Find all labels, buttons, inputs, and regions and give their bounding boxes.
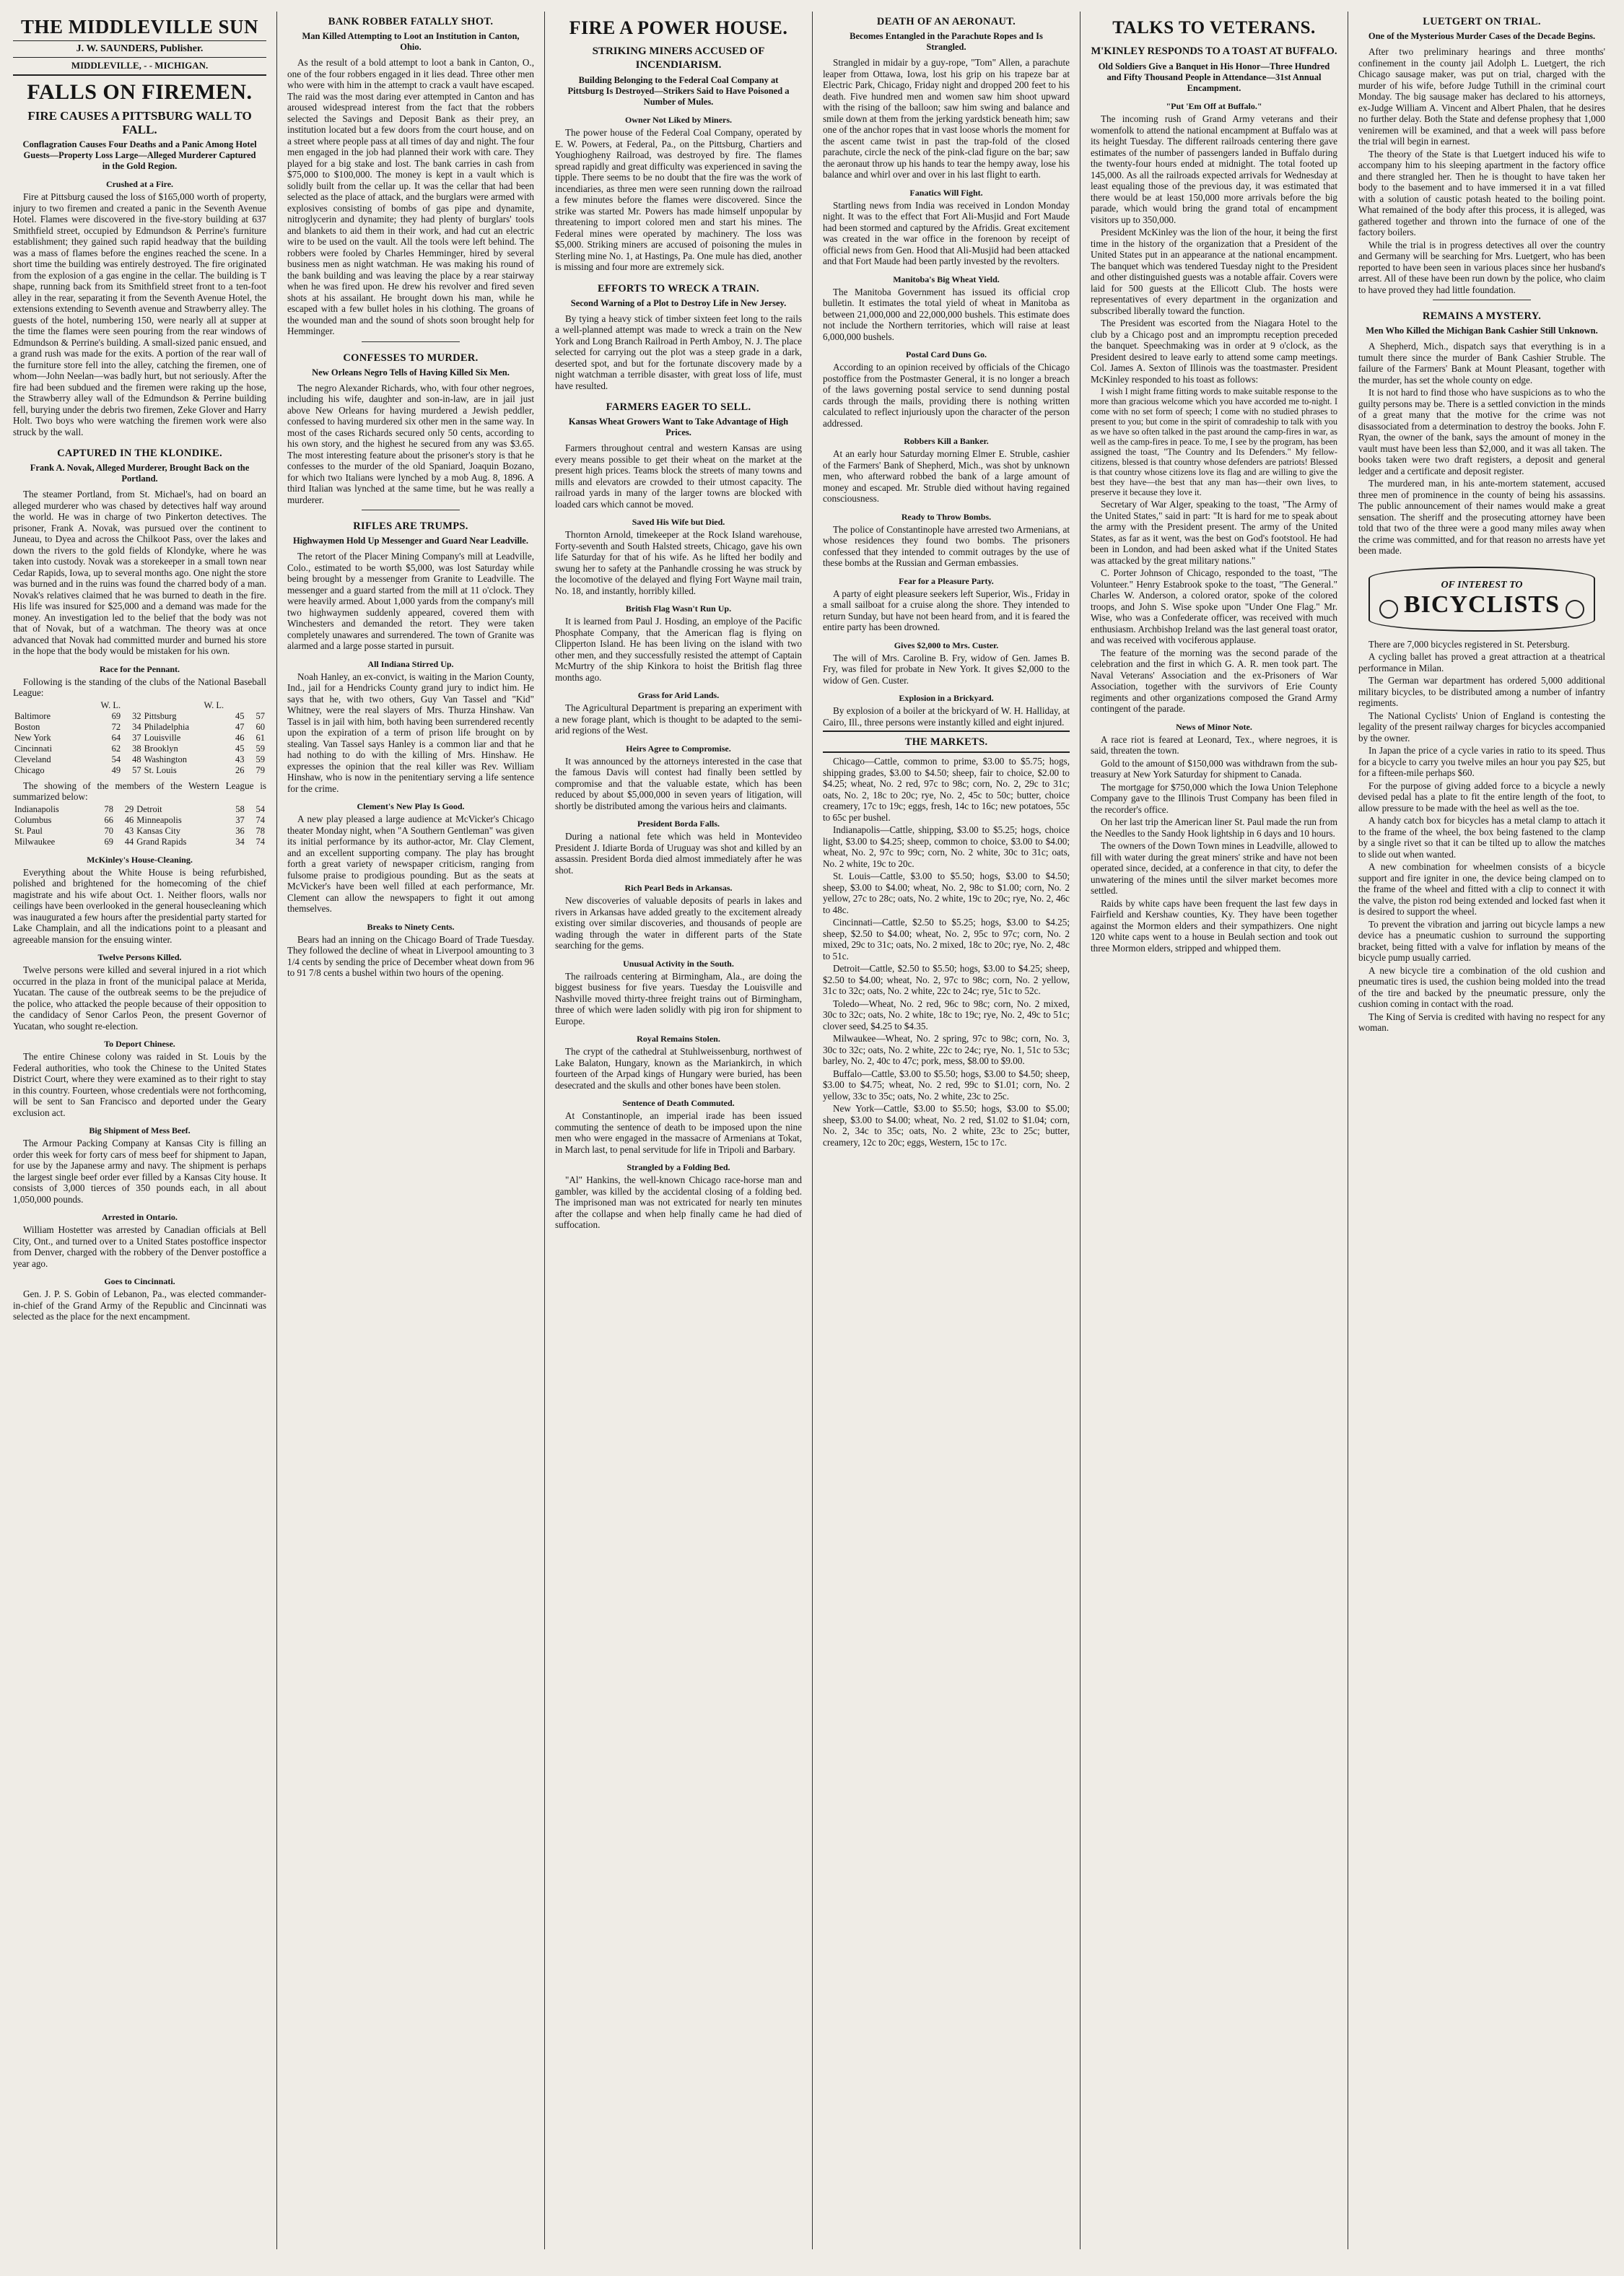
masthead-title: THE MIDDLEVILLE SUN	[13, 12, 266, 41]
standings-row	[13, 826, 266, 837]
column-1	[9, 12, 276, 2249]
standings-cell: 32	[132, 710, 141, 721]
standings-row	[13, 711, 266, 722]
subhead-south: Unusual Activity in the South.	[623, 958, 734, 969]
standings-cell: Brooklyn	[144, 743, 178, 754]
market-detroit: Detroit—Cattle, $2.50 to $5.50; hogs, $3.00 to $4.25; sheep, $2.50 to $4.00; wheat, No. 2, 97c to 98c; corn, No. 2 yellow, 31c to 32c; oats, No. 2 white, 22c to 24c; rye, 51c to 52c.	[823, 963, 1070, 996]
western-intro: The showing of the members of the Western League is summarized below:	[13, 780, 266, 802]
article-mckinley: Everything about the White House is being refurbished, polished and brightened for the homecoming of the chief magistrate and his wife about Oct. 1. Neither floors, walls nor ceilings have been overlooked in the general housecleaning which was inaugurated a few hours after the presidential party started for Lake Champlain, and all the indications point to a pleasant and agreeable mansion for the ensuing winter.	[13, 866, 266, 945]
subhead-cincinnati: Goes to Cincinnati.	[104, 1276, 175, 1286]
subhead-cents: Breaks to Ninety Cents.	[367, 921, 455, 932]
deck-farmers: Kansas Wheat Growers Want to Take Advantage of High Prices.	[568, 417, 789, 437]
subhead-flag: British Flag Wasn't Run Up.	[625, 603, 732, 614]
standings-cell: 54	[111, 754, 121, 764]
article-death: At Constantinople, an imperial irade has been issued commuting the sentence of death to be imposed upon the nine men who were engaged in the massacre of Armenians at Tokat, in March last, to penal servitude for life in Tripoli and Barbary.	[555, 1110, 802, 1155]
subhead-manitoba: Manitoba's Big Wheat Yield.	[893, 274, 1000, 284]
banner-of: OF	[1441, 579, 1455, 590]
standings-cell: Baltimore	[14, 710, 51, 721]
standings-row	[13, 733, 266, 744]
article-mystery-3: The murdered man, in his ante-mortem statement, accused three men of prominence in the county of being his assassins. The public announcement of their names would make a great sensation. The sheriff and the prosecuting attorney have been told that two of the three were a good many miles away when the crime was committed, and for that reason no arrests have yet been made.	[1358, 478, 1605, 556]
standings-cell: 47	[235, 721, 245, 732]
article-cents: Bears had an inning on the Chicago Board of Trade Tuesday. They followed the decline of wheat in Liverpool amounting to 3 1/4 cents by sending the price of December wheat down from 96 to 91 7/8 cents a bushel within two hours of the opening.	[287, 933, 534, 978]
subhead-heirs: Heirs Agree to Compromise.	[626, 743, 731, 754]
deck-confesses: New Orleans Negro Tells of Having Killed Six Men.	[312, 367, 510, 378]
standings-row	[13, 837, 266, 847]
standings-cell: 79	[256, 764, 265, 775]
article-beef: The Armour Packing Company at Kansas City is filling an order this week for forty cars of mess beef for shipment to Japan, for use by the Japanese army and navy. The shipment is perhaps the largest single beef order ever filled by a Kansas City house. It consists of 3,000 tierces of 350 pounds each, in all about 1,050,000 pounds.	[13, 1138, 266, 1205]
deck-luetgert: One of the Mysterious Murder Cases of the Decade Begins.	[1368, 31, 1596, 41]
standings-row	[13, 744, 266, 754]
article-heirs: It was announced by the attorneys interested in the case that the famous Davis will contest had finally been settled by compromise and that the valuable estate, which has been reduced by about $5,000,000 in seven years of litigation, will shortly be distributed among the various heirs and claimants.	[555, 755, 802, 811]
article-south: The railroads centering at Birmingham, Ala., are doing the biggest business for five years. Tuesday the Louisville and Nashville moved thirty-three freight trains out of Birmingham, three of which were laden solidly with pig iron for shipment to Europe.	[555, 970, 802, 1026]
headline-mystery: REMAINS A MYSTERY.	[1422, 310, 1542, 322]
article-banker: At an early hour Saturday morning Elmer E. Struble, cashier of the Farmers' Bank of Shepherd, Mich., was shot by unknown men, who afterward robbed the bank of a large amount of money and escaped. Mr. Struble died without having regained consciousness.	[823, 448, 1070, 504]
subhead-mckinley: McKinley's House-Cleaning.	[87, 854, 193, 865]
standings-cell: 59	[256, 743, 265, 754]
standings-cell: 78	[104, 803, 113, 814]
subhead-buffalo: "Put 'Em Off at Buffalo."	[1166, 101, 1262, 111]
article-aeronaut: Strangled in midair by a guy-rope, "Tom" Allen, a parachute leaper from Ottawa, Iowa, lost his grip on his trapeze bar at Electric Park, Chicago, Friday night and dropped 200 feet to his death. Five hundred men and women saw him shoot upward with the rising of the balloon; saw him swing and balance and smile down at them from the jerking yardstick beneath him; saw one of the anchor ropes that in vast loose whorls the moment for the ascent came twist in past the trap-fold of the closed parachute, circle the neck of the pink-clad figure on the bar; saw the aeronaut throw up his hands to tear the hempy away, lose his balance and whirl over and over in his last flight to earth.	[823, 57, 1070, 180]
article-pearl: New discoveries of valuable deposits of pearls in lakes and rivers in Arkansas have added greatly to the excitement already existing over similar discoveries, and thousands of people are wading through the water in different parts of the State searching for the gems.	[555, 895, 802, 951]
standings-cell: 37	[235, 814, 245, 825]
article-indiana: Noah Hanley, an ex-convict, is waiting in the Marion County, Ind., jail for a Hendricks County grand jury to indict him. He says that he, with two others, Guy Van Tassel and "Kid" Whitney, were the real slayers of Mrs. Thurza Hinshaw. Van Tassel is in jail with him, both having been surrendered recently upon the expiration of a term of prison life brought on by stealing. Van Tassel says Hanley is a common liar and that he had nothing to do with the killing of Mrs. Hinshaw. He expresses the opinion that the real killer was Rev. William Hinshaw, who is now in the penitentiary serving a life sentence for the crime.	[287, 671, 534, 794]
subhead-ontario: Arrested in Ontario.	[102, 1212, 178, 1222]
subhead-royal: Royal Remains Stolen.	[637, 1034, 720, 1044]
standings-cell: 58	[235, 803, 245, 814]
article-novak: The steamer Portland, from St. Michael's, had on board an alleged murderer who was chased by detectives half way around the world. He was in charge of two Pinkerton detectives. The prisoner, Frank A. Novak, was pursued over the continent to Juneau, to Dyea and across the Chilkoot Pass, over the lakes and down the rivers to the gold fields of Klondyke, where he was taken into custody. Novak was a storekeeper in a small town near Cedar Rapids, Iowa, up to several months ago. One night the store was burned and in the ruins was found the charred body of a man. Novak's relatives claimed that he was burned to death in the fire. His life was insured for $25,000 and a demand was made for the money. An investigation led to the belief that the body was not that of Novak, but of a watchman. The theory was at once advanced that Novak had committed murder and burned his store in the hope that the body would be mistaken for his own.	[13, 489, 266, 656]
article-deport: The entire Chinese colony was raided in St. Louis by the Federal authorities, who took the Chinese to the United States District Court, where they were examined as to their right to stay in this country. Fourteen, whose credentials were not forthcoming, will be sent to San Francisco and deported under the Geary exclusion act.	[13, 1051, 266, 1118]
article-fire: Fire at Pittsburg caused the loss of $165,000 worth of property, injury to two firemen and created a panic in the Seventh Avenue Hotel. Flames were discovered in the five-story building at 637 Smithfield street, occupied by Edmundson & Perrine's furniture establishment; they gained such rapid headway that the building was a mass of flames before the engines reached the scene. In a short time the building was entirely destroyed. The fire originated from the explosion of a gas engine in the cellar. The building is T shape, running back from its Smithfield street front to a ten-foot alley in the rear, separating it from the Seventh Avenue Hotel, the extensions extending to Seventh avenue and Strawberry alley. The guests of the hotel, numbering 150, were nearly all at supper at the time the flames were seen pouring from the rear windows of Edmundson & Perrine's building. A small-sized panic ensued, and a grand rush was made for the exits. A portion of the rear wall of the furniture store fell into the alley, catching the firemen, one of whom—John Neelan—was badly hurt, but not seriously. After the fire had been subdued and the firemen were raking up the hose, the Strawberry alley wall of the Edmundson & Perrine building fell, burying under the debris two firemen, Zeke Glover and Harry Holt. Two boys who were watching the firemen work were also struck by the wall.	[13, 191, 266, 437]
article-grass: The Agricultural Department is preparing an experiment with a new forage plant, which is thought to be adapted to the semi-arid regions of the West.	[555, 702, 802, 736]
standings-cell: Philadelphia	[144, 721, 190, 732]
article-luetgert-2: The theory of the State is that Luetgert induced his wife to accompany him to his sleeping apartment in the factory office and there strangled her. Then he is thought to have taken her body to the basement and to have immersed it in a vat filled with a solution of caustic potash heated to the boiling point. What remained of the body after this process, it is alleged, was gathered together and thrown into the furnace of one of the factory boilers.	[1358, 148, 1605, 237]
article-borda: During a national fete which was held in Montevideo President J. Idiarte Borda of Uruguay was shot and killed by an assassin. President Borda died almost immediately after he was shot.	[555, 831, 802, 876]
subhead-bed: Strangled by a Folding Bed.	[627, 1162, 730, 1172]
market-newyork: New York—Cattle, $3.00 to $5.50; hogs, $3.00 to $5.00; sheep, $3.00 to $4.00; wheat, No. 2 red, $1.02 to $1.04; corn, No. 2, 34c to 35c; oats, No. 2 white, 23c to 25c; butter, creamery, 12c to 20c; eggs, Western, 15c to 17c.	[823, 1103, 1070, 1148]
article-wreck-train: By tying a heavy stick of timber sixteen feet long to the rails a well-planned attempt was made to wreck a train on the New York and Long Branch Railroad in Perth Amboy, N. J. The place selected for carrying out the plot was a steep grade in a dark, deserted spot, and but for the fortunate discovery made by a night watchman a terrible disaster, with great loss of life, must have resulted.	[555, 313, 802, 391]
article-veterans-5: Secretary of War Alger, speaking to the toast, "The Army of the United States," said in part: "It is hard for me to speak about the army with the President present. The army of the United States, as far as it went, was the best on God's footstool. He had been in London, and had been asked what if the United States was attacked by the great military nations."	[1091, 499, 1337, 566]
standings-cell: 29	[124, 803, 134, 814]
market-cincinnati: Cincinnati—Cattle, $2.50 to $5.25; hogs, $3.00 to $4.25; sheep, $2.50 to $4.00; wheat, No. 2, 95c to 97c; corn, No. 2 mixed, 29c to 31c; oats, No. 2 mixed, 18c to 20c; rye, No. 2, 48c to 51c.	[823, 917, 1070, 962]
article-fanatics: Startling news from India was received in London Monday night. It was to the effect that Fort Ali-Musjid and Fort Maude had been stormed and captured by the Afridis. Great excitement was created in the war office in the forenoon by receipt of official news from Gen. Hood that Ali-Musjid had been attacked and that Fort Maude had been partly invested by the revolters.	[823, 199, 1070, 266]
subhead-crushed: Crushed at a Fire.	[105, 179, 174, 189]
standings-cell: Indianapolis	[14, 803, 59, 814]
article-bed: "Al" Hankins, the well-known Chicago race-horse man and gambler, was killed by the accidental closing of a folding bed. The imprisoned man was not extricated for nearly ten minutes after the collapse and when help finally came he had died of suffocation.	[555, 1174, 802, 1230]
standings-cell: 49	[111, 764, 121, 775]
standings-cell: 66	[104, 814, 113, 825]
headline-power-house: FIRE A POWER HOUSE.	[569, 17, 788, 38]
subhead-pittsburg-wall: FIRE CAUSES A PITTSBURG WALL TO FALL.	[27, 109, 252, 136]
headline-luetgert: LUETGERT ON TRIAL.	[1423, 16, 1541, 27]
standings-cell: St. Paul	[14, 825, 43, 836]
market-toledo: Toledo—Wheat, No. 2 red, 96c to 98c; corn, No. 2 mixed, 30c to 32c; oats, No. 2 white, 18c to 19c; rye, No. 2, 49c to 51c; clover seed, $4.25 to $4.35.	[823, 998, 1070, 1032]
standings-cell: New York	[14, 732, 51, 743]
standings-cell: 54	[256, 803, 265, 814]
bicycle-wheel-icon	[1566, 600, 1584, 619]
deck-wreck-train: Second Warning of a Plot to Destroy Life in New Jersey.	[570, 297, 787, 308]
subhead-death: Sentence of Death Commuted.	[622, 1098, 735, 1108]
standings-row	[13, 765, 266, 776]
bike-note-8: A new combination for wheelmen consists of a bicycle support and fire igniter in one, the device being clamped on to the frame of the wheel and fitted with a clip to connect it with the valve, the piston rod being extended and locked fast when it is desired to support the wheel.	[1358, 861, 1605, 917]
standings-row	[13, 804, 266, 815]
standings-cell: 59	[256, 754, 265, 764]
article-flag: It is learned from Paul J. Hosding, an employe of the Pacific Phosphate Company, that the American flag is flying on Clipperton Island. He has been living on the island with two other men, and they successfully resisted the attempt of Captain McMurtry of the ship Kinkora to hoist the British flag three months ago.	[555, 616, 802, 683]
standings-cell: Milwaukee	[14, 836, 56, 847]
market-milwaukee: Milwaukee—Wheat, No. 2 spring, 97c to 98c; corn, No. 3, 30c to 32c; oats, No. 2 white, 22c to 24c; rye, No. 1, 51c to 53c; barley, No. 2, 40c to 47c; pork, mess, $8.00 to $9.00.	[823, 1033, 1070, 1066]
standings-row	[13, 815, 266, 826]
standings-cell: 34	[235, 836, 245, 847]
article-luetgert-3: While the trial is in progress detectives all over the country and Germany will be searching for Mrs. Luetgert, who has been reported to have been seen in various places since her husband's arrest. All of these have been run down by the police, who claim to have proved they had little foundation.	[1358, 239, 1605, 295]
standings-cell: Columbus	[14, 814, 52, 825]
headline-wreck-train: EFFORTS TO WRECK A TRAIN.	[598, 282, 759, 295]
divider	[362, 341, 460, 342]
standings-cell: Louisville	[144, 732, 181, 743]
minor-note-1: A race riot is feared at Leonard, Tex., where negroes, it is said, threaten the town.	[1091, 733, 1337, 756]
bicycle-wheel-icon	[1379, 600, 1398, 619]
bike-note-3: The German war department has ordered 5,000 additional military bicycles, to be distributed among a number of infantry regiments.	[1358, 675, 1605, 709]
standings-cell: St. Louis	[144, 764, 177, 775]
standings-cell: 45	[235, 710, 245, 721]
article-veterans-6: C. Porter Johnson of Chicago, responded to the toast, "The Volunteer." Henry Estabrook spoke to the toast, "The General." Charles W. Anderson, a colored orator, spoke of the colored troops, and John S. Wise spoke upon "Under One Flag." Mr. Wise, who was a Confederate officer, was received with much enthusiasm. Archbishop Ireland was the last general toast orator, and was received with vociferous applause.	[1091, 567, 1337, 645]
standings-row	[13, 754, 266, 765]
standings-cell: 57	[256, 710, 265, 721]
bike-note-2: A cycling ballet has proved a great attraction at a theatrical performance in Milan.	[1358, 651, 1605, 673]
standings-cell: 37	[132, 732, 141, 743]
standings-cell: 62	[111, 743, 121, 754]
deck-conflagration: Conflagration Causes Four Deaths and a Panic Among Hotel Guests—Property Loss Large—Alleged Murderer Captured in the Gold Region.	[22, 139, 257, 171]
subhead-owner: Owner Not Liked by Miners.	[624, 115, 733, 125]
standings-cell: Kansas City	[136, 825, 180, 836]
standings-cell: 70	[104, 825, 113, 836]
market-indianapolis: Indianapolis—Cattle, shipping, $3.00 to $5.25; hogs, choice light, $3.00 to $4.25; sheep, common to choice, $3.00 to $4.00; wheat, No. 2, 97c to 99c; corn, No. 2 white, 30c to 31c; oats, No. 2 white, 19c to 20c.	[823, 824, 1070, 869]
headline-klondike: CAPTURED IN THE KLONDIKE.	[57, 448, 222, 459]
wl-label: W. L.	[100, 699, 121, 710]
minor-note-2: Gold to the amount of $150,000 was withdrawn from the sub-treasury at New York Saturday for shipment to Canada.	[1091, 757, 1337, 780]
standings-cell: 43	[235, 754, 245, 764]
headline-farmers: FARMERS EAGER TO SELL.	[606, 401, 751, 413]
headline-confesses: CONFESSES TO MURDER.	[343, 352, 479, 364]
subhead-grass: Grass for Arid Lands.	[637, 690, 720, 700]
standings-cell: 38	[132, 743, 141, 754]
article-bank-robber: As the result of a bold attempt to loot a bank in Canton, O., one of the four robbers engaged in it lies dead. Three other men who were with him in the attempt to crack a vault have escaped. The raid was the most daring ever attempted in Canton and has aroused widespread interest from the fact that the robbers selected the Savings and Deposit Bank as their prey, an institution located but a few doors from the court house, and on a street where people pass at all times of day and night. The four men engaged in the job had planned their work with care. They played for a big stake and lost. The bank carries in cash from $75,000 to $100,000. The money is kept in a vault which is solidly built from the cellar up. It was the cellar that had been selected as the place of attack, and the burglars were armed with explosives consisting of bombs of gas pipe and dynamite, nitroglycerin and dynamite; they had plenty of burglars' tools and blankets to aid them in their work, and had cut an electric wire to be used on the vault. All the tools were left behind. The robbers were fooled by Charles Hemminger, hired by several business men as night watchman. He was making his round of the bank building and was leaving the place by a rear stairway when he was fired upon. He drew his revolver and fired seven shots at his assailant. He brought down his man, while he escaped with a few bullet holes in his clothing. The groans of the wounded man and the sound of shots soon brought help for Hemminger.	[287, 57, 534, 336]
masthead	[13, 12, 266, 76]
article-pleasure: A party of eight pleasure seekers left Superior, Wis., Friday in a small sailboat for a cruise along the shore. They intended to return Sunday, but have not been heard from, and it is feared the entire party has been drowned.	[823, 588, 1070, 632]
headline-falls-on-firemen: FALLS ON FIREMEN.	[27, 80, 253, 104]
subhead-wife: Saved His Wife but Died.	[632, 517, 725, 527]
market-stlouis: St. Louis—Cattle, $3.00 to $5.50; hogs, $3.00 to $4.50; sheep, $3.00 to $4.00; wheat, No. 2, 98c to $1.00; corn, No. 2 yellow, 27c to 28c; oats, No. 2 white, 19c to 20c; rye, No. 2, 46c to 48c.	[823, 871, 1070, 915]
masthead-place: MIDDLEVILLE, - - MICHIGAN.	[71, 60, 209, 71]
headline-veterans: TALKS TO VETERANS.	[1112, 18, 1316, 38]
minor-note-6: Raids by white caps have been frequent the last few days in Fairfield and Kershaw counties, Ky. They have been together against the Mormon elders and their sympathizers. One night 120 white caps went to a house in Beulah section and took out three Mormon elders, stripped and whipped them.	[1091, 897, 1337, 954]
subhead-pearl: Rich Pearl Beds in Arkansas.	[624, 883, 733, 893]
standings-cell: Boston	[14, 721, 40, 732]
market-chicago: Chicago—Cattle, common to prime, $3.00 to $5.75; hogs, shipping grades, $3.00 to $4.50; sheep, fair to choice, $2.00 to $4.25; wheat, No. 2 red, 97c to 98c; corn, No. 2, 29c to 31c; oats, No. 2, 18c to 20c; rye, No. 2, 45c to 50c; butter, choice creamery, 17c to 19c; eggs, fresh, 14c to 16c; new potatoes, 55c to 65c per bushel.	[823, 756, 1070, 823]
deck-rifles: Highwaymen Hold Up Messenger and Guard Near Leadville.	[293, 536, 528, 546]
article-confesses: The negro Alexander Richards, who, with four other negroes, including his wife, daughter and son-in-law, are in jail just above New Orleans for having murdered a Jewish peddler, confessed to having murdered six other men in the same way. In most of the cases Richards secured only 50 cents, according to his own story, and the highest he secured from any was $3.65. The most interesting feature about the prisoner's story is that he confesses to the murder of the old Spaniard, Joaquin Bozano, for which two Italians were lynched by a mob Aug. 8, 1896. A third Italian was lynched at the same time, but he was really a murderer.	[287, 382, 534, 505]
article-brickyard: By explosion of a boiler at the brickyard of W. H. Halliday, at Cairo, Ill., three persons were instantly killed and eight injured.	[823, 705, 1070, 728]
headline-markets: THE MARKETS.	[904, 736, 988, 748]
subhead-postal: Postal Card Duns Go.	[905, 349, 987, 359]
column-5	[1080, 12, 1348, 2249]
standings-cell: 69	[111, 710, 121, 721]
standings-cell: 74	[256, 814, 265, 825]
column-2	[276, 12, 544, 2249]
subhead-pleasure: Fear for a Pleasure Party.	[899, 575, 994, 586]
article-clement: A new play pleased a large audience at McVicker's Chicago theater Monday night, when "A Southern Gentleman" was given its initial performance by its author-actor, Mr. Clay Clement, and an excellent supporting company. The play has brought forth a great variety of newspaper criticism, ranging from fulsome praise to prodigious pounding. But as the seats at McVicker's have been well filled at each performance, Mr. Clement can allow the newspapers to fight it out among themselves.	[287, 814, 534, 914]
subhead-brickyard: Explosion in a Brickyard.	[899, 693, 994, 703]
masthead-publisher: J. W. SAUNDERS, Publisher.	[13, 41, 266, 58]
market-buffalo: Buffalo—Cattle, $3.00 to $5.50; hogs, $3.00 to $4.50; sheep, $3.00 to $4.75; wheat, No. 2 red, 99c to $1.01; corn, No. 2 yellow, 33c to 35c; oats, No. 2 white, 23c to 25c.	[823, 1068, 1070, 1102]
subhead-pennant: Race for the Pennant.	[99, 663, 180, 674]
article-rifles: The retort of the Placer Mining Company's mill at Leadville, Colo., estimated to be worth $5,000, was lost Saturday while being brought by a messenger from Granite to Leadville. The messenger and a guard started from the mill at 11 o'clock. They were heavily armed. About 1,000 yards from the company's mill two highwaymen suddenly appeared, covered them with Winchesters and demanded the retort. They were taken completely unawares and surrendered. The town of Granite was alarmed and a large posse started in pursuit.	[287, 551, 534, 651]
article-ontario: William Hostetter was arrested by Canadian officials at Bell City, Ont., and turned over to a United States postoffice inspector from Denver, charged with the robbery of the Denver postoffice a year ago.	[13, 1224, 266, 1269]
divider	[823, 731, 1070, 732]
bike-note-9: To prevent the vibration and jarring out bicycle lamps a new device has a pneumatic cushion to surround the supporting bracket, being fitted with a valve for inflation by means of the bicycle pump usually carried.	[1358, 918, 1605, 964]
standings-cell: 72	[111, 721, 121, 732]
subhead-bombs: Ready to Throw Bombs.	[901, 511, 992, 522]
standings-cell: 48	[132, 754, 141, 764]
standings-cell: 43	[124, 825, 134, 836]
banner-interest: INTEREST	[1457, 579, 1507, 590]
subhead-deport: To Deport Chinese.	[104, 1039, 175, 1049]
standings-cell: 26	[235, 764, 245, 775]
headline-aeronaut: DEATH OF AN AERONAUT.	[876, 16, 1016, 27]
standings-cell: 69	[104, 836, 113, 847]
standings-cell: 36	[235, 825, 245, 836]
minor-note-4: On her last trip the American liner St. Paul made the run from the Needles to the Sandy Hook lightship in 6 days and 10 hours.	[1091, 816, 1337, 839]
standings-cell: 60	[256, 721, 265, 732]
minor-note-3: The mortgage for $750,000 which the Iowa Union Telephone Company gave to the Illinois Trust Company has been filed in the recorder's office.	[1091, 781, 1337, 815]
standings-cell: 61	[256, 732, 265, 743]
bike-note-11: The King of Servia is credited with having no respect for any woman.	[1358, 1011, 1605, 1034]
article-cincinnati: Gen. J. P. S. Gobin of Lebanon, Pa., was elected commander-in-chief of the Grand Army of the Republic and Cincinnati was selected as the place for the next encampment.	[13, 1289, 266, 1322]
deck-veterans: Old Soldiers Give a Banquet in His Honor—Three Hundred and Fifty Thousand People in Attendance—31st Annual Encampment.	[1098, 61, 1330, 93]
standings-cell: Grand Rapids	[136, 836, 187, 847]
bicyclists-banner	[1368, 567, 1595, 632]
standings-cell: Cleveland	[14, 754, 51, 764]
bike-note-6: For the purpose of giving added force to a bicycle a newly devised pedal has a plate to fit the entire length of the foot, to allow pressure to be made with the heel as well as the toe.	[1358, 780, 1605, 814]
article-farmers: Farmers throughout central and western Kansas are using every means possible to get their wheat on the market at the present high prices. Teams block the streets of many towns and mills and elevators are crowded to their utmost capacity. The railroad yards in many of the larger towns are blocked with loaded cars which cannot be moved.	[555, 442, 802, 510]
article-postal: According to an opinion received by officials of the Chicago postoffice from the Postmaster General, it is no longer a breach of the laws governing postal service to send dunning postal cards through the mails, providing there is nothing written calculated to reflect injuriously upon the character of the person addressed.	[823, 362, 1070, 429]
subhead-minor-note: News of Minor Note.	[1176, 721, 1252, 732]
subhead-incendiarism: STRIKING MINERS ACCUSED OF INCENDIARISM.	[592, 45, 765, 71]
wl-label: W. L.	[204, 699, 224, 710]
article-luetgert-1: After two preliminary hearings and three months' confinement in the county jail Adolph L. Luetgert, the rich Chicago sausage maker, was put on trial, charged with the murder of his wife, before Judge Tuthill in the criminal court Monday. The big sausage maker has declared to his attorneys, ex-Judge William A. Vincent and Albert Phalen, that he desires no further delay. Both the State and defense prophesy that 1,000 veniremen will be examined, and that a week will pass before the trial will begin in earnest.	[1358, 46, 1605, 147]
subhead-beef: Big Shipment of Mess Beef.	[89, 1125, 191, 1135]
standings-cell: 44	[124, 836, 134, 847]
bike-note-10: A new bicycle tire a combination of the old cushion and pneumatic tires is used, the cushion being molded into the tread of the tire and backed by the pneumatic pressure, only the cushion coming in contact with the road.	[1358, 964, 1605, 1010]
standings-cell: Cincinnati	[14, 743, 53, 754]
article-bombs: The police of Constantinople have arrested two Armenians, at whose residences they found two bombs. The prisoners confessed that they intended to commit outrages by the use of these bombs at the Russian and German embassies.	[823, 523, 1070, 568]
article-veterans-speech: I wish I might frame fitting words to make suitable response to the more than gracious welcome which you have accorded me to-night. I come with no set form of speech; I come with no studied phrases to present to you; but come in the spirit of comradeship to talk with you as we have so often talked in the past around the camp-fires in war, as well as the camp-fires in peace. To me, I see by the program, has been assigned the toast, "The Country and Its Defenders." My fellow-citizens, blessed is that country whose defenders are patriots! Blessed is that country whose citizens love its flag and are willing to give the best they have—the best that any man has—their own lives, to preserve it because they love it.	[1091, 386, 1337, 497]
subhead-banker: Robbers Kill a Banker.	[904, 436, 989, 446]
standings-cell: 46	[124, 814, 134, 825]
minor-note-5: The owners of the Down Town mines in Leadville, allowed to fill with water during the great miners' strike and have not been operated since, decided, at a conference in that city, to defer the unwatering of the mines until the silver market becomes more settled.	[1091, 840, 1337, 896]
deck-federal-coal: Building Belonging to the Federal Coal Company at Pittsburg Is Destroyed—Strikers Said to Have Poisoned a Number of Mules.	[567, 75, 790, 107]
standings-cell: Washington	[144, 754, 187, 764]
article-mystery-1: A Shepherd, Mich., dispatch says that everything is in a tumult there since the murder of Bank Cashier Struble. The failure of the Farmers' Bank at Mount Pleasant, together with the murder, has set the whole county on edge.	[1358, 341, 1605, 385]
article-veterans-3: The President was escorted from the Niagara Hotel to the club by a Chicago post and an impromptu reception preceded the banquet. Speechmaking was in order at 9 o'clock, as the President desired to leave early to attend some camp meetings. Col. James A. Sexton of Illinois was the toastmaster. President McKinley responded to his toast as follows:	[1091, 318, 1337, 385]
western-league-table	[13, 804, 266, 847]
article-veterans-2: President McKinley was the lion of the hour, it being the first time in the history of the organization that a President of the United States put in an appearance at the national encampment. The banquet which was tendered Tuesday night to the President and other distinguished guests was a notable affair. Covers were laid for 500 guests at the Ellicott Club. The hosts were representatives of every department in the organization and subscribed liberally toward the function.	[1091, 227, 1337, 316]
headline-rifles: RIFLES ARE TRUMPS.	[353, 520, 468, 532]
pennant-intro: Following is the standing of the clubs of the National Baseball League:	[13, 676, 266, 698]
bike-note-1: There are 7,000 bicycles registered in St. Petersburg.	[1368, 638, 1570, 650]
column-6	[1348, 12, 1615, 2249]
standings-cell: 74	[256, 836, 265, 847]
headline-bank-robber: BANK ROBBER FATALLY SHOT.	[328, 16, 494, 27]
article-wife: Thornton Arnold, timekeeper at the Rock Island warehouse, Forty-seventh and South Halsted streets, Chicago, gave his own life Saturday for that of his wife. As he lifted her bodily and swung her to safety at the Panhandle crossing he was struck by the locomotive of the delayed and flying Fort Wayne mail train, No. 18, and instantly, horribly killed.	[555, 529, 802, 596]
divider	[823, 751, 1070, 753]
article-power-house: The power house of the Federal Coal Company, operated by E. W. Powers, at Federal, Pa., on the Pittsburg, Chartiers and Youghiogheny Railroad, was destroyed by fire. The flames spread rapidly and great difficulty was experienced in saving the tipple. There seems to be no doubt that the fire was the work of incendiaries, as three men were seen running down the railroad a few minutes before the flames were discovered. Since the strike was started Mr. Powers has made himself unpopular by threatening to import colored men and start his mines. The Federal mines were operated by machinery. The loss was $5,000. Striking miners are accused of poisoning the mules in Sterling mine No. 1, at Hastings, Pa. One mule has died, another is missing and four more are extremely sick.	[555, 127, 802, 272]
subhead-custer: Gives $2,000 to Mrs. Custer.	[894, 640, 999, 650]
standings-cell: Minneapolis	[136, 814, 182, 825]
standings-row	[13, 722, 266, 733]
standings-cell: 45	[235, 743, 245, 754]
article-mystery-2: It is not hard to find those who have suspicions as to who the guilty persons may be. There is a settled conviction in the minds of a great many that the motive for the crime was not disassociated from a determination to destroy the books. John F. Ryan, the owner of the bank, says the amount of money in the vault must have been less than $2,000, and it was all taken. The books taken were two draft registers, a deposit and general ledger and a certificate and deposit register.	[1358, 387, 1605, 476]
column-4	[812, 12, 1080, 2249]
column-3	[544, 12, 812, 2249]
standings-cell: 78	[256, 825, 265, 836]
bike-note-5: In Japan the price of a cycle varies in ratio to its speed. Thus for a bicycle to carry you twelve miles an hour you pay $25, but for a fifteen-mile perhaps $60.	[1358, 745, 1605, 779]
banner-to: TO	[1509, 579, 1523, 590]
deck-mystery: Men Who Killed the Michigan Bank Cashier Still Unknown.	[1366, 326, 1598, 336]
subhead-twelve: Twelve Persons Killed.	[97, 952, 182, 962]
standings-cell: 64	[111, 732, 121, 743]
article-royal: The crypt of the cathedral at Stuhlweissenburg, northwest of Lake Balaton, Hungary, known as the Mariankirch, in which fourteen of the Arpad kings of Hungary were buried, has been desecrated and the skulls and other bones have been stolen.	[555, 1046, 802, 1091]
bike-note-4: The National Cyclists' Union of England is contesting the legality of the present railway charges for bicycles accompanied by the owner.	[1358, 710, 1605, 744]
standings-cell: Detroit	[136, 803, 162, 814]
standings-cell: 34	[132, 721, 141, 732]
banner-bicyclists: BICYCLISTS	[1404, 590, 1560, 618]
standings-cell: Pittsburg	[144, 710, 177, 721]
deck-novak: Frank A. Novak, Alleged Murderer, Brought Back on the Portland.	[30, 463, 250, 484]
national-league-table	[13, 700, 266, 776]
article-custer: The will of Mrs. Caroline B. Fry, widow of Gen. James B. Fry, was filed for probate in New York. It gives $2,000 to the widow of Gen. Custer.	[823, 652, 1070, 686]
standings-cell: Chicago	[14, 764, 45, 775]
article-twelve: Twelve persons were killed and several injured in a riot which occurred in the plaza in front of the municipal palace at Merida, Yucatan. The cause of the outbreak seems to be the prejudice of the police, who attacked the people because of their opposition to the candidacy of Senor Carlos Peon, the present Governor of Yucatan, who sought re-election.	[13, 964, 266, 1032]
newspaper-page	[9, 12, 1615, 2249]
standings-cell: 57	[132, 764, 141, 775]
subhead-fanatics: Fanatics Will Fight.	[909, 187, 983, 198]
deck-bank-robber: Man Killed Attempting to Loot an Institution in Canton, Ohio.	[302, 31, 520, 52]
subhead-clement: Clement's New Play Is Good.	[357, 801, 465, 811]
bike-note-7: A handy catch box for bicycles has a metal clamp to attach it to the frame of the wheel, the box being fastened to the clamp by a single rivet so that it can be tilted up to allow the matches to slide out when wanted.	[1358, 815, 1605, 860]
subhead-mckinley-toast: M'KINLEY RESPONDS TO A TOAST AT BUFFALO.	[1091, 45, 1337, 57]
deck-aeronaut: Becomes Entangled in the Parachute Ropes and Is Strangled.	[850, 31, 1043, 52]
standings-cell: 46	[235, 732, 245, 743]
article-veterans-7: The feature of the morning was the second parade of the celebration and the first in which G. A. R. men took part. The Naval Veterans' Association and the ex-Prisoners of War Association, together with the survivors of Erie County regiments and other organizations composed the Grand Army contingent of the parade.	[1091, 647, 1337, 714]
subhead-borda: President Borda Falls.	[637, 819, 720, 829]
article-veterans-1: The incoming rush of Grand Army veterans and their womenfolk to attend the national encampment at Buffalo was at its height Tuesday. The different railroads centering there gave estimates of the number of passengers landed in Buffalo during the twenty-four hours ended at midnight. The total footed up 145,000. As all the railroads expected arrivals for Wednesday at least equaling those of the previous day, it was estimated that there would be at least 150,000 more arrivals before the big parade, which would bring the grand total of encampment visitors up to 350,000.	[1091, 113, 1337, 225]
subhead-indiana: All Indiana Stirred Up.	[367, 658, 454, 669]
article-manitoba: The Manitoba Government has issued its official crop bulletin. It estimates the total yield of wheat in Manitoba as between 21,000,000 and 22,000,000 bushels. This estimate does not include the Northern territories, which will raise at least 6,000,000 bushels.	[823, 286, 1070, 342]
